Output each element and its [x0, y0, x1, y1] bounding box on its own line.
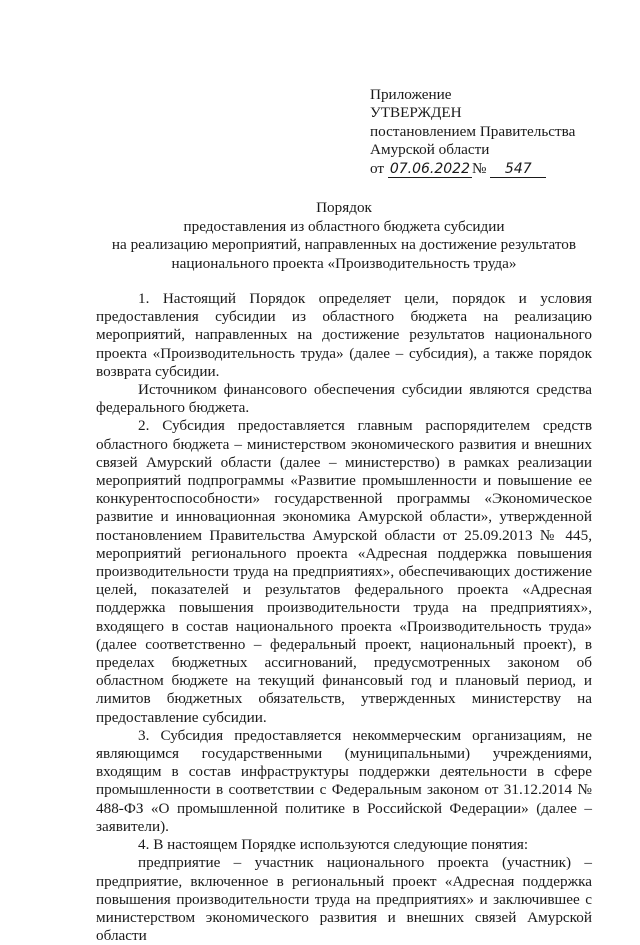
paragraph-4: 4. В настоящем Порядке используются следующие понятия: — [138, 836, 529, 854]
paragraph-definition-enterprise: предприятие – участник национального проекта (участник) – предприятие, включенное в региональный проект «Адресная поддержка повышения производительности труда на предприятиях» и заключившее с министерством экономического развития и внешних связей Амурской области — [96, 854, 592, 945]
approved-label: УТВЕРЖДЕН — [370, 104, 462, 122]
document-body — [96, 290, 592, 945]
number-prefix: № — [472, 159, 487, 177]
date-number-line — [370, 160, 620, 178]
region-label: Амурской области — [370, 141, 490, 159]
title-line-4: национального проекта «Производительность труда» — [171, 254, 517, 272]
title-line-3: на реализацию мероприятий, направленных на достижение результатов — [111, 236, 577, 254]
approved-by-label: постановлением Правительства — [370, 122, 576, 140]
title-line-2: предоставления из областного бюджета субсидии — [183, 217, 505, 235]
handwritten-number: 547 — [490, 162, 546, 178]
paragraph-3: 3. Субсидия предоставляется некоммерческим организациям, не являющимся государственными (муниципальными) учреждениями, входящим в состав инфраструктуры поддержки деятельности в сфере промышленности в соответствии с Федеральным законом от 31.12.2014 № 488-ФЗ «О промышленной политике в Российской Федерации» (далее – заявители). — [96, 726, 592, 835]
approval-block — [370, 86, 620, 178]
handwritten-date: 07.06.2022 — [389, 160, 470, 177]
date-prefix: от — [370, 159, 385, 177]
paragraph-funding-source: Источником финансового обеспечения субсидии являются средства федерального бюджета. — [96, 381, 592, 417]
paragraph-2: 2. Субсидия предоставляется главным распорядителем средств областного бюджета – министерством экономического развития и внешних связей Амурский области (далее – министерство) в рамках реализации мероприятий подпрограммы «Развитие промышленности и повышение ее конкурентоспособности» государственной программы «Экономическое развитие и инновационная экономика Амурской области», утвержденной постановлением Правительства Амурской области от 25.09.2013 № 445, мероприятий регионального проекта «Адресная поддержка повышения производительности труда на предприятиях», обеспечивающих достижение целей, показателей и результатов федерального проекта «Адресная поддержка повышения производительности труда на предприятиях», входящего в состав национального проекта «Производительность труда» (далее соответственно – федеральный проект, национальный проект), в пределах бюджетных ассигнований, предусмотренных законом об областном бюджете на текущий финансовый год и плановый период, и лимитов бюджетных обязательств, утвержденных министерству на предоставление субсидии. — [96, 417, 592, 726]
appendix-label: Приложение — [370, 86, 452, 103]
title-line-1: Порядок — [316, 199, 372, 216]
document-title — [96, 199, 592, 273]
paragraph-1: 1. Настоящий Порядок определяет цели, порядок и условия предоставления субсидии из областного бюджета на реализацию мероприятий, направленных на достижение результатов национального проекта «Производительность труда» (далее – субсидия), а также порядок возврата субсидии. — [96, 290, 592, 380]
